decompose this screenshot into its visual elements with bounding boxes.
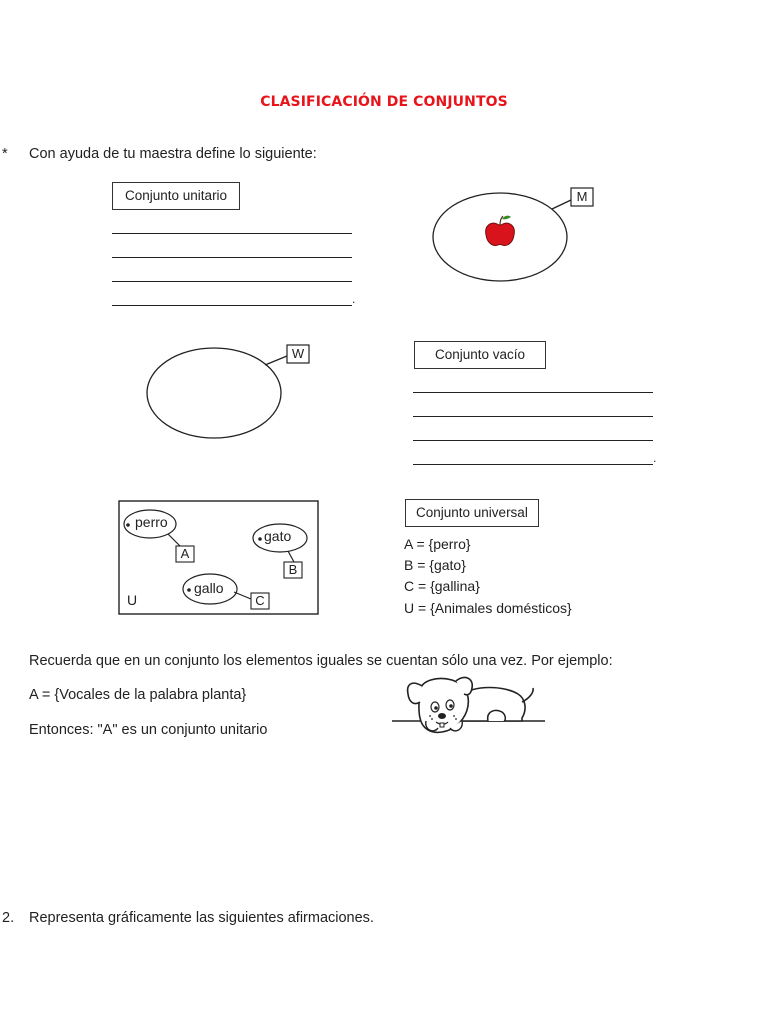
line-end-dot: . <box>653 451 657 465</box>
answer-line[interactable] <box>413 392 653 393</box>
answer-line[interactable] <box>413 440 653 441</box>
set-a-label: A <box>180 546 190 561</box>
element-gallo: gallo <box>194 580 224 596</box>
bullet-marker: * <box>2 146 8 162</box>
set-c-label: C <box>255 593 265 608</box>
note-example: A = {Vocales de la palabra planta} <box>29 687 247 703</box>
set-m-label: M <box>576 189 588 204</box>
element-gato: gato <box>264 528 292 544</box>
answer-line[interactable] <box>413 464 653 465</box>
note-conclusion: Entonces: "A" es un conjunto unitario <box>29 722 268 738</box>
page-title: CLASIFICACIÓN DE CONJUNTOS <box>260 94 508 110</box>
section2-instruction: Representa gráficamente las siguientes afirmaciones. <box>29 910 374 926</box>
element-perro: perro <box>135 514 168 530</box>
line-end-dot: . <box>352 292 356 306</box>
set-w-label: W <box>291 346 305 361</box>
answer-line[interactable] <box>112 281 352 282</box>
conjunto-vacio-label: Conjunto vacío <box>414 341 546 369</box>
answer-line[interactable] <box>112 233 352 234</box>
note-recuerda: Recuerda que en un conjunto los elementos iguales se cuentan sólo una vez. Por ejemplo: <box>29 653 613 669</box>
section2-number: 2. <box>2 910 15 926</box>
answer-line[interactable] <box>413 416 653 417</box>
apple-icon <box>486 216 515 246</box>
universe-label: U <box>127 592 138 608</box>
definition-c: C = {gallina} <box>404 578 480 594</box>
conjunto-unitario-label: Conjunto unitario <box>112 182 240 210</box>
definition-u: U = {Animales domésticos} <box>404 600 572 616</box>
definition-a: A = {perro} <box>404 536 471 552</box>
dog-illustration-icon <box>390 672 550 742</box>
set-b-label: B <box>288 562 298 577</box>
conjunto-universal-label: Conjunto universal <box>405 499 539 527</box>
section1-instruction: Con ayuda de tu maestra define lo siguiente: <box>29 146 317 162</box>
definition-b: B = {gato} <box>404 557 466 573</box>
answer-line[interactable] <box>112 257 352 258</box>
answer-line[interactable] <box>112 305 352 306</box>
